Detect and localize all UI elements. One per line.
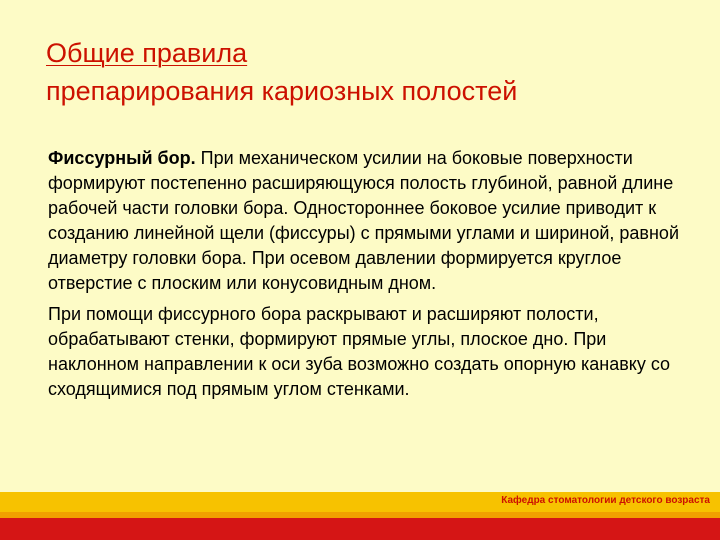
title-line-1: Общие правила	[46, 38, 248, 68]
slide-title	[46, 34, 686, 110]
title-line-2: препарирования кариозных полостей	[46, 76, 518, 106]
slide-body	[48, 146, 688, 408]
paragraph-1	[48, 146, 688, 296]
footer-band	[0, 492, 720, 540]
paragraph-2: При помощи фиссурного бора раскрывают и расширяют полости, обрабатывают стенки, формируют прямые углы, плоское дно. При наклонном направлении к оси зуба возможно создать опорную канавку со сходящимися под прямым углом стенками.	[48, 304, 671, 399]
department-name: Кафедра стоматологии детского возраста	[501, 495, 710, 506]
paragraph-1-text: При механическом усилии на боковые поверхности формируют постепенно расширяющуюся полость глубиной, равной длине рабочей части головки бора. Одностороннее боковое усилие приводит к созданию линейной щели (фиссуры) с прямыми углами и шириной, равной диаметру головки бора. При осевом давлении формируется круглое отверстие с плоским или конусовидным дном.	[48, 148, 680, 293]
paragraph-1-lead: Фиссурный бор.	[48, 148, 196, 168]
footer-red-stripe	[0, 518, 720, 540]
